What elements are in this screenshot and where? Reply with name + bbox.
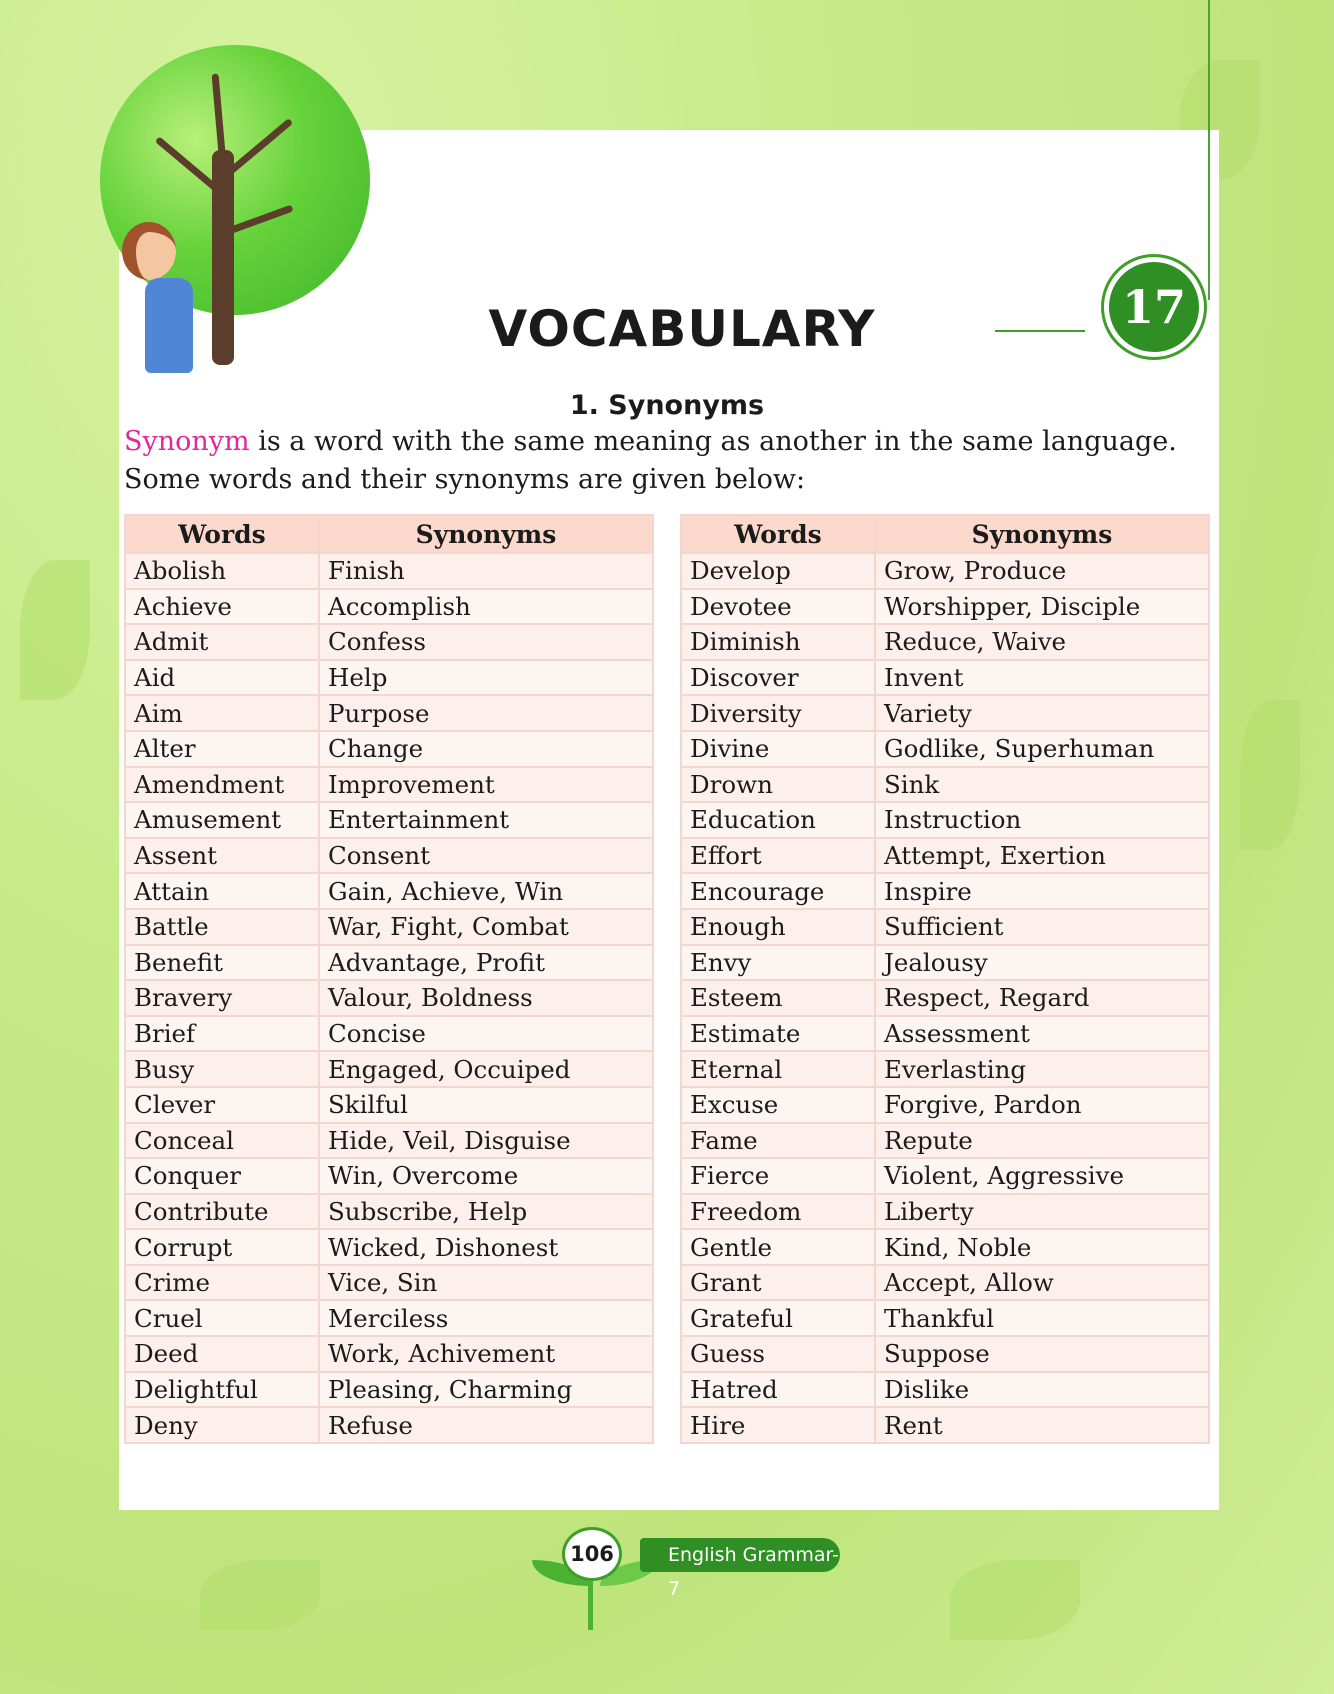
word-cell: Aid [125,660,319,696]
synonym-cell: Win, Overcome [319,1158,653,1194]
synonym-cell: Purpose [319,695,653,731]
word-cell: Deed [125,1336,319,1372]
table-row [681,589,1209,625]
table-row [681,1229,1209,1265]
word-cell: Drown [681,767,875,803]
synonym-cell: Refuse [319,1407,653,1443]
word-cell: Attain [125,873,319,909]
table-row [681,1372,1209,1408]
synonym-cell: Work, Achivement [319,1336,653,1372]
table-row [681,909,1209,945]
synonym-cell: Improvement [319,767,653,803]
background-leaf [950,1560,1080,1640]
synonym-cell: Grow, Produce [875,553,1209,589]
col-header-words: Words [681,515,875,553]
synonym-cell: Instruction [875,802,1209,838]
synonym-cell: Merciless [319,1300,653,1336]
table-row [681,695,1209,731]
synonym-cell: Engaged, Occuiped [319,1051,653,1087]
word-cell: Diminish [681,624,875,660]
table-row [125,1407,653,1443]
word-cell: Assent [125,838,319,874]
table-row [681,1158,1209,1194]
synonym-cell: Vice, Sin [319,1265,653,1301]
synonym-cell: Kind, Noble [875,1229,1209,1265]
background-leaf [1240,700,1300,850]
synonym-cell: Valour, Boldness [319,980,653,1016]
word-cell: Admit [125,624,319,660]
table-row [681,838,1209,874]
word-cell: Bravery [125,980,319,1016]
table-row [681,945,1209,981]
table-row [681,1300,1209,1336]
table-row [125,873,653,909]
table-row [681,1194,1209,1230]
word-cell: Education [681,802,875,838]
table-row [681,1336,1209,1372]
table-row [125,589,653,625]
synonym-cell: Jealousy [875,945,1209,981]
decorative-vertical-line [1208,0,1210,300]
synonym-cell: Sink [875,767,1209,803]
girl-illustration-head [122,222,176,280]
word-cell: Grant [681,1265,875,1301]
table-row [125,1016,653,1052]
synonym-cell: Gain, Achieve, Win [319,873,653,909]
table-row [681,1407,1209,1443]
word-cell: Envy [681,945,875,981]
table-row [125,838,653,874]
word-cell: Discover [681,660,875,696]
word-cell: Amendment [125,767,319,803]
table-row [125,660,653,696]
synonym-cell: Entertainment [319,802,653,838]
table-row [125,1051,653,1087]
word-cell: Alter [125,731,319,767]
synonym-cell: Wicked, Dishonest [319,1229,653,1265]
intro-term: Synonym [124,426,250,457]
intro-text: is a word with the same meaning as another in the same language. Some words and their synonyms are given below: [124,426,1177,495]
table-row [681,624,1209,660]
synonym-cell: Concise [319,1016,653,1052]
word-cell: Grateful [681,1300,875,1336]
intro-paragraph [124,423,1224,499]
synonym-cell: Accomplish [319,589,653,625]
synonym-cell: Confess [319,624,653,660]
synonym-cell: War, Fight, Combat [319,909,653,945]
page-number: 106 [562,1527,622,1581]
table-row [125,945,653,981]
synonyms-table-right [680,514,1210,1444]
table-row [681,802,1209,838]
synonym-cell: Everlasting [875,1051,1209,1087]
table-row [681,767,1209,803]
synonym-cell: Liberty [875,1194,1209,1230]
table-row [125,1123,653,1159]
table-row [681,553,1209,589]
word-cell: Brief [125,1016,319,1052]
synonym-cell: Worshipper, Disciple [875,589,1209,625]
col-header-synonyms: Synonyms [875,515,1209,553]
table-row [125,1087,653,1123]
word-cell: Aim [125,695,319,731]
table-row [681,873,1209,909]
word-cell: Crime [125,1265,319,1301]
word-cell: Estimate [681,1016,875,1052]
word-cell: Benefit [125,945,319,981]
synonym-cell: Reduce, Waive [875,624,1209,660]
word-cell: Guess [681,1336,875,1372]
word-cell: Excuse [681,1087,875,1123]
table-row [125,695,653,731]
word-cell: Diversity [681,695,875,731]
table-row [681,980,1209,1016]
word-cell: Busy [125,1051,319,1087]
table-row [125,1265,653,1301]
table-row [681,1087,1209,1123]
word-cell: Devotee [681,589,875,625]
synonym-cell: Violent, Aggressive [875,1158,1209,1194]
word-cell: Freedom [681,1194,875,1230]
background-leaf [200,1560,320,1630]
table-row [125,767,653,803]
synonym-cell: Forgive, Pardon [875,1087,1209,1123]
table-row [125,1372,653,1408]
word-cell: Gentle [681,1229,875,1265]
synonym-cell: Attempt, Exertion [875,838,1209,874]
word-cell: Fame [681,1123,875,1159]
word-cell: Contribute [125,1194,319,1230]
table-row [125,802,653,838]
synonym-cell: Subscribe, Help [319,1194,653,1230]
word-cell: Amusement [125,802,319,838]
synonym-cell: Inspire [875,873,1209,909]
word-cell: Effort [681,838,875,874]
table-row [681,1265,1209,1301]
word-cell: Eternal [681,1051,875,1087]
synonym-cell: Change [319,731,653,767]
synonym-cell: Repute [875,1123,1209,1159]
background-leaf [20,560,90,700]
title-underline [995,330,1085,332]
synonym-cell: Suppose [875,1336,1209,1372]
word-cell: Divine [681,731,875,767]
word-cell: Delightful [125,1372,319,1408]
word-cell: Achieve [125,589,319,625]
table-row [125,980,653,1016]
synonym-cell: Thankful [875,1300,1209,1336]
table-row [125,731,653,767]
word-cell: Conquer [125,1158,319,1194]
col-header-words: Words [125,515,319,553]
table-row [125,909,653,945]
col-header-synonyms: Synonyms [319,515,653,553]
word-cell: Hire [681,1407,875,1443]
table-row [681,1123,1209,1159]
table-row [125,1194,653,1230]
word-cell: Battle [125,909,319,945]
synonym-cell: Skilful [319,1087,653,1123]
word-cell: Deny [125,1407,319,1443]
word-cell: Abolish [125,553,319,589]
synonym-cell: Accept, Allow [875,1265,1209,1301]
table-row [681,1051,1209,1087]
chapter-number-badge: 17 [1104,257,1204,357]
table-row [125,1229,653,1265]
synonym-cell: Pleasing, Charming [319,1372,653,1408]
synonym-cell: Hide, Veil, Disguise [319,1123,653,1159]
word-cell: Enough [681,909,875,945]
table-row [125,624,653,660]
synonym-cell: Respect, Regard [875,980,1209,1016]
synonym-cell: Rent [875,1407,1209,1443]
synonym-cell: Consent [319,838,653,874]
synonyms-table-left [124,514,654,1444]
synonym-cell: Advantage, Profit [319,945,653,981]
table-row [125,1158,653,1194]
table-row [125,1300,653,1336]
section-heading: 1. Synonyms [569,390,765,421]
table-row [681,660,1209,696]
synonym-cell: Help [319,660,653,696]
synonym-cell: Assessment [875,1016,1209,1052]
word-cell: Hatred [681,1372,875,1408]
synonym-cell: Godlike, Superhuman [875,731,1209,767]
word-cell: Encourage [681,873,875,909]
word-cell: Clever [125,1087,319,1123]
table-row [125,553,653,589]
word-cell: Fierce [681,1158,875,1194]
word-cell: Corrupt [125,1229,319,1265]
page-title: VOCABULARY [488,300,876,358]
synonym-cell: Variety [875,695,1209,731]
word-cell: Esteem [681,980,875,1016]
synonym-cell: Dislike [875,1372,1209,1408]
table-row [681,731,1209,767]
synonym-cell: Invent [875,660,1209,696]
table-row [125,1336,653,1372]
synonym-cell: Sufficient [875,909,1209,945]
word-cell: Cruel [125,1300,319,1336]
book-title-bar: English Grammar-7 [640,1538,840,1572]
word-cell: Conceal [125,1123,319,1159]
synonym-cell: Finish [319,553,653,589]
table-row [681,1016,1209,1052]
word-cell: Develop [681,553,875,589]
